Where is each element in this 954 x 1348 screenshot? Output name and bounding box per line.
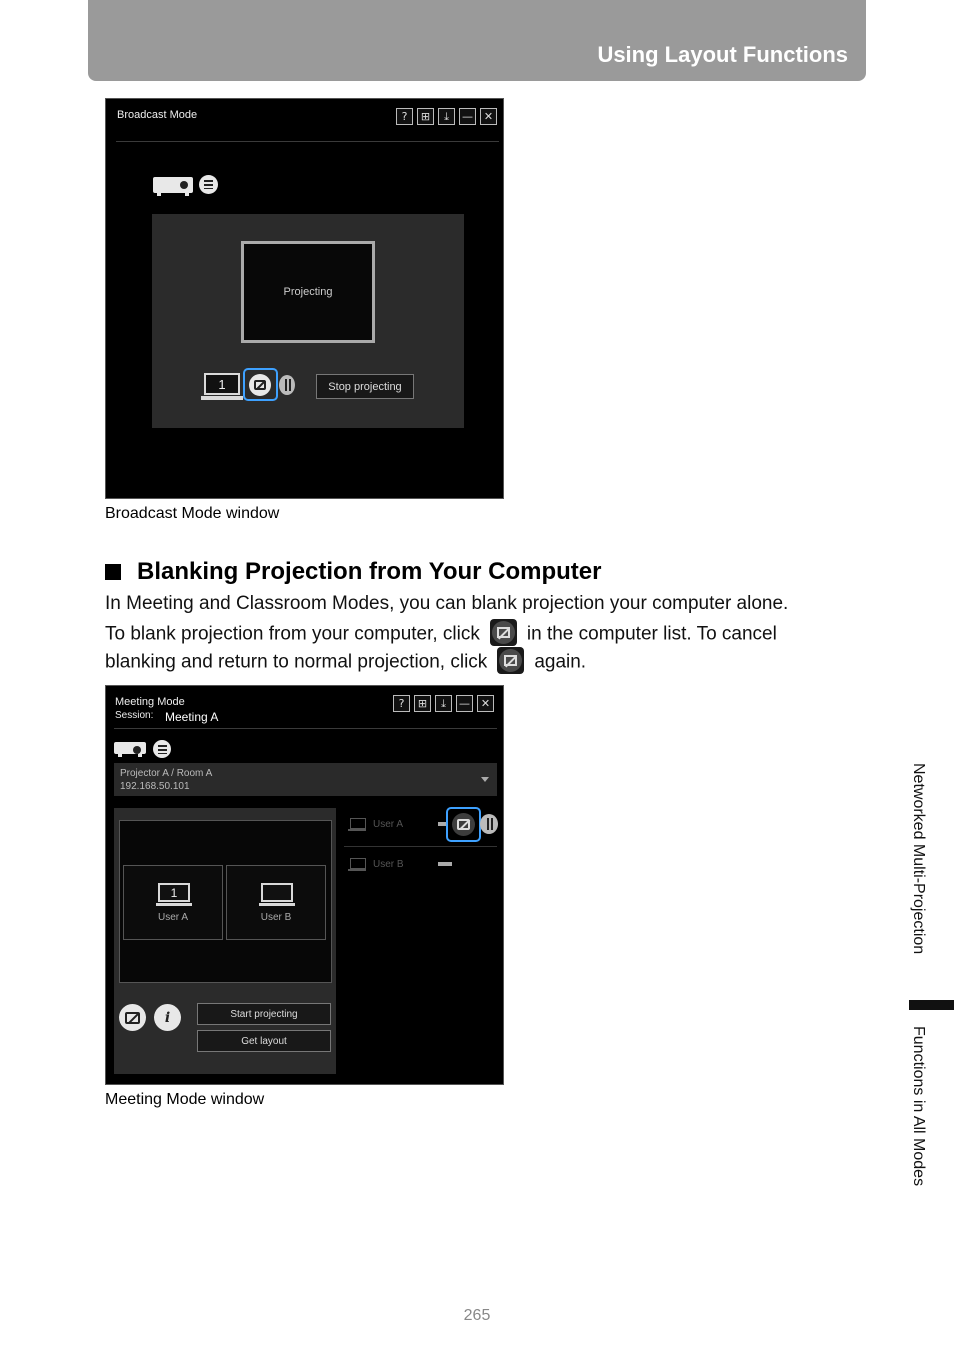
connection-indicator	[438, 862, 452, 866]
chevron-down-icon	[481, 777, 489, 782]
user-label: User B	[373, 859, 404, 870]
computer-icon	[259, 883, 295, 907]
body-line-1: In Meeting and Classroom Modes, you can blank projection your computer alone.	[105, 593, 789, 614]
user-label: User A	[373, 819, 404, 830]
minimize-button[interactable]: —	[456, 695, 473, 712]
help-button[interactable]: ?	[393, 695, 410, 712]
square-bullet-icon	[105, 564, 121, 580]
close-button[interactable]: ✕	[480, 108, 497, 125]
stop-projecting-button[interactable]: Stop projecting	[316, 374, 414, 399]
laptop-icon	[348, 818, 366, 831]
session-value: Meeting A	[165, 710, 219, 724]
window-controls	[396, 108, 497, 125]
get-layout-button[interactable]: Get layout	[197, 1030, 331, 1052]
session-label: Session:	[115, 710, 154, 721]
computer-number: 1	[218, 376, 226, 392]
minimize-button[interactable]: —	[459, 108, 476, 125]
window-controls	[393, 695, 494, 712]
projecting-label: Projecting	[283, 286, 333, 298]
tool-icon[interactable]	[480, 814, 498, 834]
help-button[interactable]: ?	[396, 108, 413, 125]
divider	[114, 728, 497, 729]
header-title: Using Layout Functions	[597, 42, 848, 67]
blank-icon	[497, 647, 524, 674]
window-title: Broadcast Mode	[117, 109, 198, 121]
header-band	[88, 0, 866, 81]
blank-icon[interactable]	[119, 1004, 146, 1031]
blank-icon	[490, 619, 517, 646]
page-number: 265	[463, 1307, 491, 1324]
list-icon[interactable]	[153, 740, 171, 758]
connection-indicator	[438, 822, 446, 826]
caption-meeting: Meeting Mode window	[105, 1091, 265, 1108]
projector-select[interactable]	[114, 763, 497, 796]
projection-screen	[241, 241, 375, 343]
side-tab-marker	[909, 1000, 954, 1010]
projector-icon[interactable]	[153, 177, 193, 193]
download-button[interactable]: ⤓	[438, 108, 455, 125]
broadcast-mode-window	[105, 98, 504, 499]
section-title-text: Blanking Projection from Your Computer	[137, 558, 602, 585]
projector-icon[interactable]	[114, 742, 146, 754]
close-button[interactable]: ✕	[477, 695, 494, 712]
body-line-2: To blank projection from your computer, click in the computer list. To cancel	[105, 621, 777, 648]
projector-panel	[152, 214, 464, 428]
slot-label: User A	[157, 912, 188, 923]
tool-icon[interactable]	[279, 375, 295, 395]
download-button[interactable]: ⤓	[435, 695, 452, 712]
laptop-icon	[348, 858, 366, 871]
layout-panel	[114, 808, 336, 1074]
side-tab-upper: Networked Multi-Projection	[910, 763, 927, 955]
caption-broadcast: Broadcast Mode window	[105, 505, 280, 522]
layout-slot-2[interactable]	[226, 865, 326, 940]
list-icon[interactable]	[199, 175, 218, 194]
slot-label: User B	[260, 912, 292, 923]
blank-icon[interactable]	[452, 813, 475, 836]
slot-number: 1	[170, 885, 178, 900]
start-projecting-button[interactable]: Start projecting	[197, 1003, 331, 1025]
layout-button[interactable]: ⊞	[417, 108, 434, 125]
layout-slot-1[interactable]	[123, 865, 223, 940]
projector-name: Projector A / Room A	[120, 768, 213, 779]
computer-icon	[156, 883, 192, 907]
divider	[116, 141, 499, 142]
layout-button[interactable]: ⊞	[414, 695, 431, 712]
computer-icon	[201, 373, 243, 400]
window-title: Meeting Mode	[115, 696, 185, 708]
meeting-mode-window	[105, 685, 504, 1085]
section-title	[105, 558, 601, 586]
side-tab-lower: Functions in All Modes	[910, 1026, 927, 1187]
body-line-3: blanking and return to normal projection, click again.	[105, 649, 586, 676]
info-icon[interactable]: i	[154, 1004, 181, 1031]
blank-icon[interactable]	[249, 374, 271, 396]
divider	[344, 846, 497, 847]
projector-ip: 192.168.50.101	[120, 781, 190, 792]
